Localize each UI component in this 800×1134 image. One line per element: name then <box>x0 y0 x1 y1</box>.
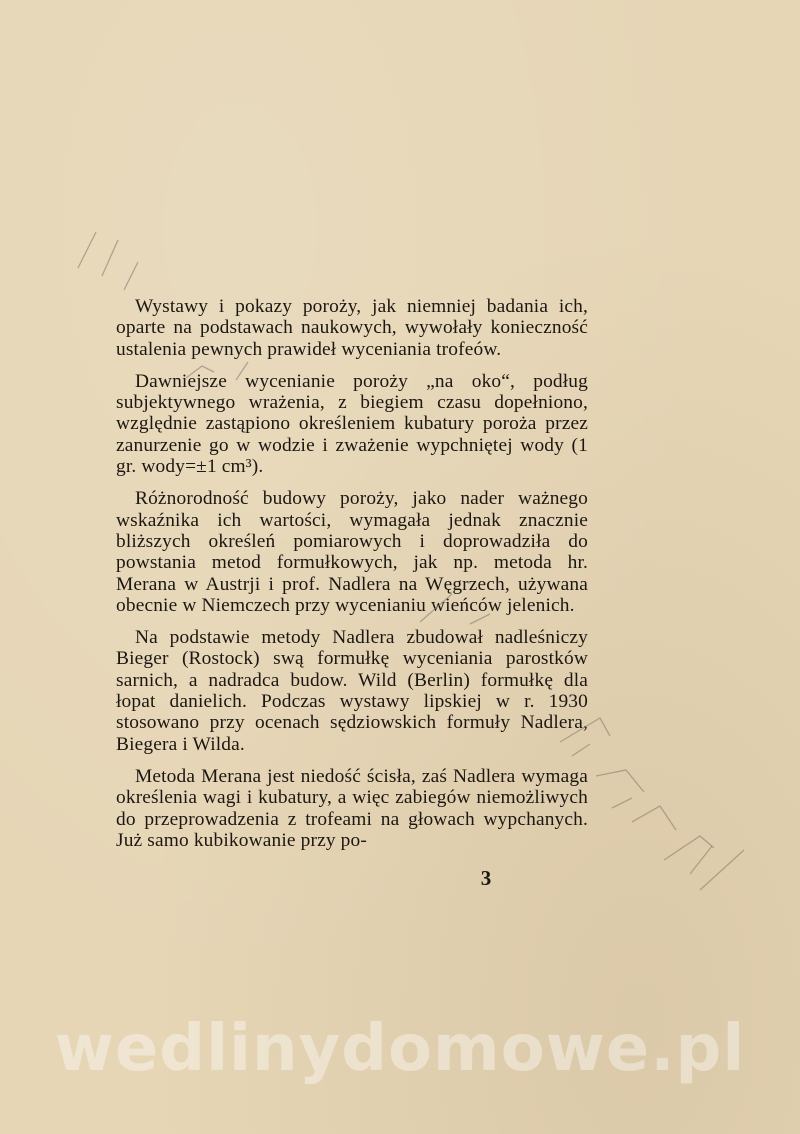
watermark-logo: wedlinydomowe.pl <box>54 1012 746 1086</box>
paragraph-2: Dawniejsze wycenianie poroży „na oko“, podług subjektywnego wrażenia, z biegiem czasu dopełniono, względnie zastąpiono określeniem kubatury poroża przez zanurzenie go w wodzie i zważenie wypchniętej wody (1 gr. wody=±1 cm³). <box>116 370 588 478</box>
paragraph-5: Metoda Merana jest niedość ścisła, zaś Nadlera wymaga określenia wagi i kubatury, a więc zabiegów niemożliwych do przeprowadzenia z trofeami na głowach wypchanych. Już samo kubikowanie przy po- <box>116 765 588 851</box>
page-number: 3 <box>480 866 492 890</box>
paragraph-1: Wystawy i pokazy poroży, jak niemniej badania ich, oparte na podstawach naukowych, wywołały konieczność ustalenia pewnych prawideł wyceniania trofeów. <box>116 296 588 360</box>
body-text <box>116 296 588 862</box>
paragraph-3: Różnorodność budowy poroży, jako nader ważnego wskaźnika ich wartości, wymagała jednak znacznie bliższych określeń pomiarowych i doprowadziła do powstania metod formułkowych, jak np. metoda hr. Merana w Austrji i prof. Nadlera na Węgrzech, używana obecnie w Niemczech przy wycenianiu wieńców jelenich. <box>116 488 588 616</box>
pencil-mark-right-2 <box>596 770 644 808</box>
pencil-mark-right-3 <box>632 806 714 860</box>
paragraph-4: Na podstawie metody Nadlera zbudował nadleśniczy Bieger (Rostock) swą formułkę wyceniania parostków sarnich, a nadradca budow. Wild (Berlin) formułkę dla łopat danielich. Podczas wystawy lipskiej w r. 1930 stosowano przy ocenach sędziowskich formuły Nadlera, Biegera i Wilda. <box>116 627 588 755</box>
pencil-mark-top-left <box>78 232 138 290</box>
